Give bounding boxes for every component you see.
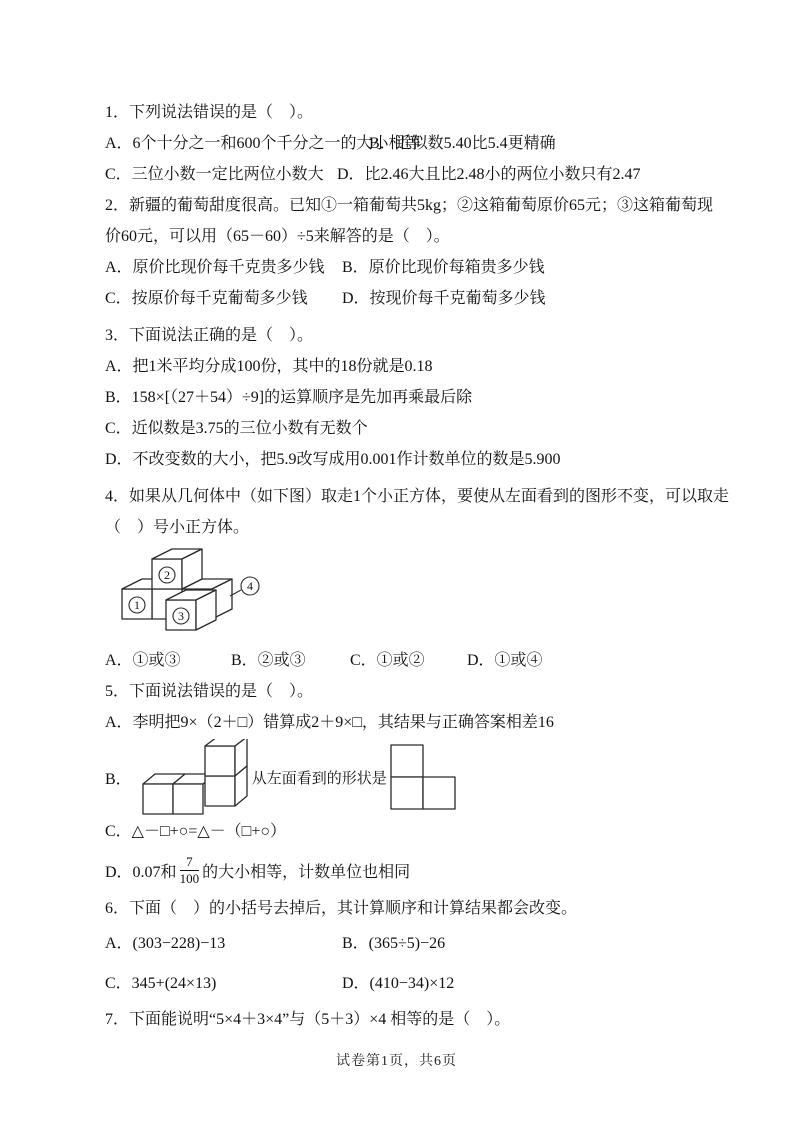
q4-stem-line2: （ ）号小正方体。 xyxy=(105,519,250,536)
q4-option-b: B．②或③ xyxy=(231,652,306,669)
q6-option-d: D．(410−34)×12 xyxy=(342,975,455,992)
q5-option-a: A．李明把9×（2＋□）错算成2＋9×□，其结果与正确答案相差16 xyxy=(105,714,554,731)
q6-options-ab xyxy=(105,924,705,964)
fraction-numerator: 7 xyxy=(180,854,200,871)
q4-option-d: D．①或④ xyxy=(467,652,543,669)
q2-option-a: A．原价比现价每千克贵多少钱 xyxy=(105,259,325,276)
q6-option-c: C．345+(24×13) xyxy=(105,975,217,992)
q2-option-c: C．按原价每千克葡萄多少钱 xyxy=(105,290,308,307)
q5-option-d-after: 的大小相等，计数单位也相同 xyxy=(202,863,411,881)
fraction-denominator: 100 xyxy=(179,870,200,886)
q5-stem: 5．下面说法错误的是（ ）。 xyxy=(105,683,314,700)
q3-option-c: C．近似数是3.75的三位小数有无数个 xyxy=(105,420,368,437)
q6-option-a: A．(303−228)−13 xyxy=(105,935,226,952)
q2-stem-line1: 2．新疆的葡萄甜度很高。已知①一箱葡萄共5kg；②这箱葡萄原价65元；③这箱葡萄现 xyxy=(105,197,714,214)
q6-stem: 6．下面（ ）的小括号去掉后，其计算顺序和计算结果都会改变。 xyxy=(105,900,578,917)
q5-option-b-text: 从左面看到的形状是 xyxy=(251,770,387,787)
q5-option-b xyxy=(105,738,705,816)
q5-option-c: C．△－□+○=△－（□+○） xyxy=(105,823,287,840)
q5-option-b-label: B． xyxy=(105,770,132,788)
left-view-shape-figure xyxy=(389,743,457,811)
q2-options-cd xyxy=(105,283,705,314)
q3-option-d: D．不改变数的大小，把5.9改写成用0.001作计数单位的数是5.900 xyxy=(105,451,561,468)
cube-arrangement-figure xyxy=(112,544,272,642)
q2-stem-line2: 价60元，可以用（65－60）÷5来解答的是（ ）。 xyxy=(105,228,450,245)
q1-options-ab xyxy=(105,128,705,159)
q2-option-d: D．按现价每千克葡萄多少钱 xyxy=(342,290,546,307)
q4-stem-line1: 4．如果从几何体中（如下图）取走1个小正方体，要使从左面看到的图形不变，可以取走 xyxy=(105,488,730,505)
q6-options-cd xyxy=(105,964,705,1004)
q5-option-d xyxy=(105,847,705,893)
q3-option-b: B．158×[（27＋54）÷9]的运算顺序是先加再乘最后除 xyxy=(105,389,473,406)
cube-label-2: 2 xyxy=(164,568,170,582)
page-footer: 试卷第1页，共6页 xyxy=(336,1054,457,1069)
q4-option-c: C．①或② xyxy=(350,652,425,669)
q1-option-c: C．三位小数一定比两位小数大 xyxy=(105,166,324,183)
q1-stem: 1．下列说法错误的是（ ）。 xyxy=(105,104,314,121)
q7-stem: 7．下面能说明“5×4＋3×4”与（5＋3）×4 相等的是（ ）。 xyxy=(105,1011,511,1028)
q3-stem: 3．下面说法正确的是（ ）。 xyxy=(105,327,314,344)
cube-label-1: 1 xyxy=(134,598,140,612)
cube-label-3: 3 xyxy=(178,609,184,623)
q6-option-b: B．(365÷5)−26 xyxy=(342,935,446,952)
fraction-7-100 xyxy=(180,854,200,886)
q3-option-a: A．把1米平均分成100份，其中的18份就是0.18 xyxy=(105,358,433,375)
q4-cube-figure xyxy=(112,544,705,644)
q1-option-a: A．6个十分之一和600个千分之一的大小相等 xyxy=(105,135,421,152)
q1-options-cd xyxy=(105,159,705,190)
q1-option-d: D．比2.46大且比2.48小的两位小数只有2.47 xyxy=(337,166,641,183)
q5-option-d-before: D．0.07和 xyxy=(105,863,177,881)
q2-options-ab xyxy=(105,252,705,283)
cube-stack-figure xyxy=(138,739,250,815)
q1-option-b: B．近似数5.40比5.4更精确 xyxy=(369,135,556,152)
cube-label-4: 4 xyxy=(247,579,253,593)
q4-options xyxy=(105,645,705,676)
q4-option-a: A．①或③ xyxy=(105,652,181,669)
exam-content xyxy=(105,97,730,1035)
q2-option-b: B．原价比现价每箱贵多少钱 xyxy=(342,259,545,276)
